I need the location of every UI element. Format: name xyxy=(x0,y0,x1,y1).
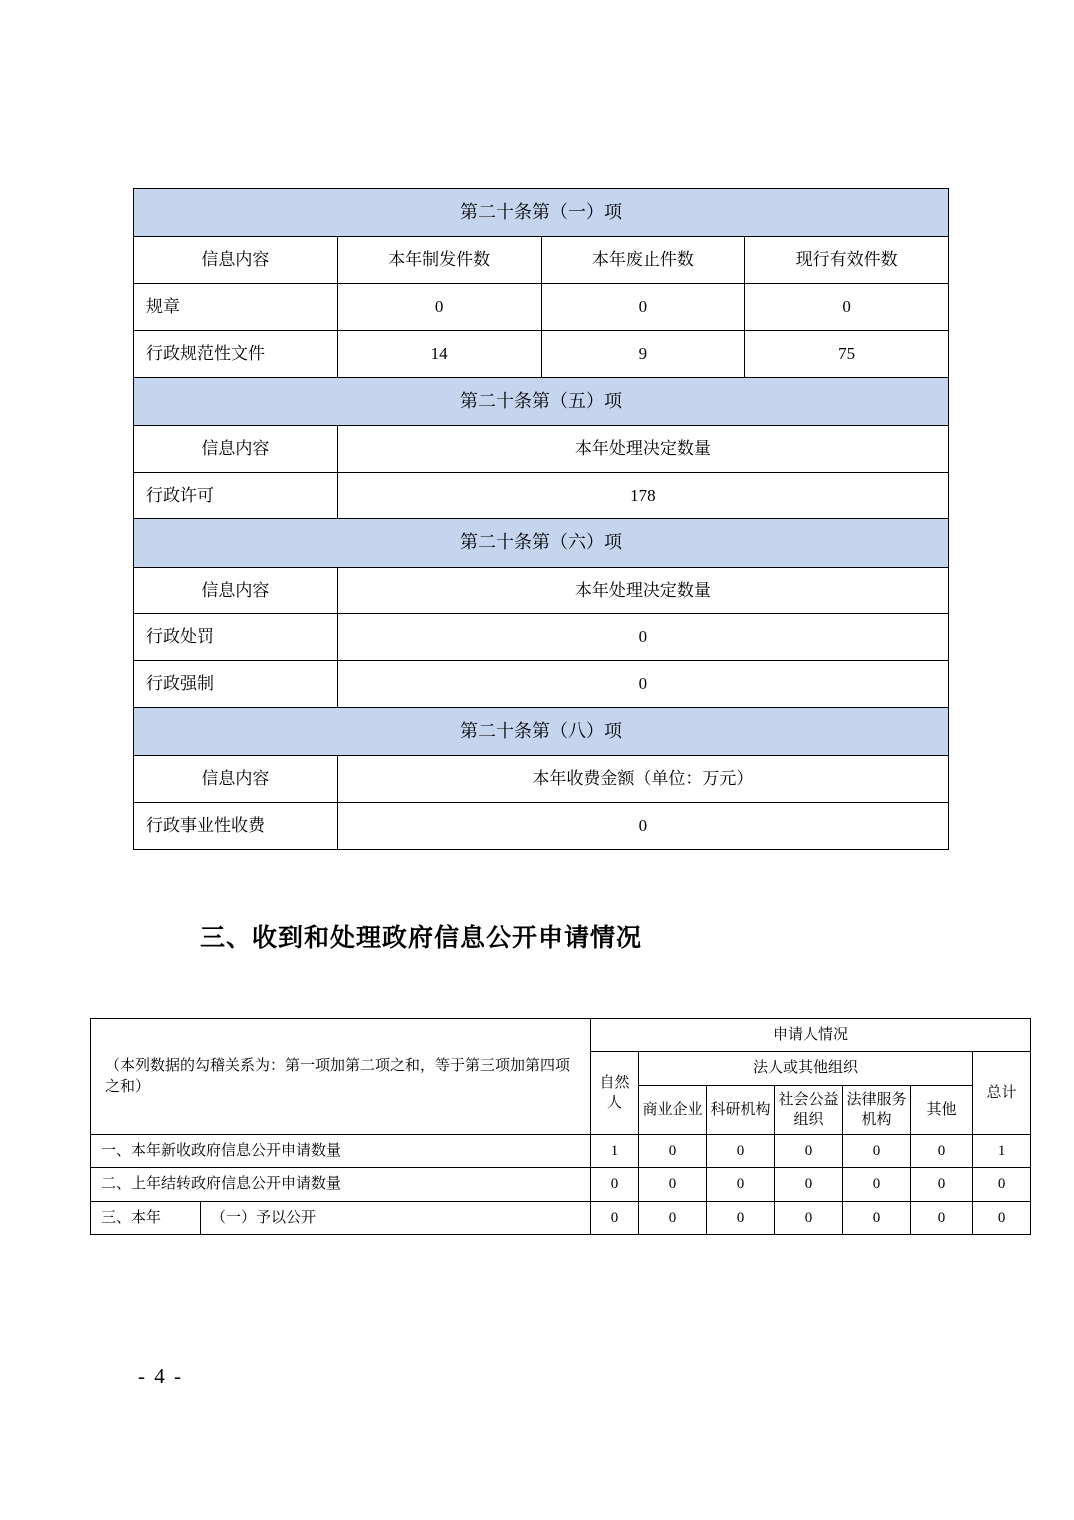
page-title: 三、收到和处理政府信息公开申请情况 xyxy=(200,924,643,952)
table-row xyxy=(134,330,949,377)
column-header-legal-service: 法律服务机构 xyxy=(843,1085,911,1135)
cell-value: 0 xyxy=(911,1201,973,1234)
cell-value: 0 xyxy=(639,1168,707,1201)
column-header-natural-person: 自然人 xyxy=(591,1052,639,1135)
row-label: 一、本年新收政府信息公开申请数量 xyxy=(91,1135,591,1168)
cell-value: 0 xyxy=(775,1168,843,1201)
cell-value: 0 xyxy=(337,283,541,330)
table-row xyxy=(134,283,949,330)
cell-value: 0 xyxy=(639,1135,707,1168)
cell-value: 0 xyxy=(775,1135,843,1168)
cell-value: 1 xyxy=(973,1135,1031,1168)
section-header-1: 第二十条第（一）项 xyxy=(134,189,949,237)
table-row xyxy=(134,237,949,284)
row-label: 行政规范性文件 xyxy=(134,330,338,377)
section-header-2: 第二十条第（五）项 xyxy=(134,377,949,425)
cell-value: 0 xyxy=(337,661,948,708)
cell-value: 0 xyxy=(973,1201,1031,1234)
column-header: 本年收费金额（单位：万元） xyxy=(337,756,948,803)
table-row xyxy=(134,425,949,472)
cell-value: 0 xyxy=(843,1201,911,1234)
column-header: 信息内容 xyxy=(134,237,338,284)
table-row xyxy=(134,567,949,614)
table-row xyxy=(91,1168,1031,1201)
cell-value: 0 xyxy=(541,283,745,330)
cell-value: 14 xyxy=(337,330,541,377)
table-row xyxy=(91,1135,1031,1168)
column-header: 本年处理决定数量 xyxy=(337,567,948,614)
row-label: 行政处罚 xyxy=(134,614,338,661)
row-label: 行政许可 xyxy=(134,472,338,519)
cell-value: 0 xyxy=(775,1201,843,1234)
group-header-organization: 法人或其他组织 xyxy=(639,1052,973,1085)
table-row xyxy=(91,1019,1031,1052)
applications-statistics-table xyxy=(90,1018,1017,1235)
group-header-applicant: 申请人情况 xyxy=(591,1019,1031,1052)
column-header-business: 商业企业 xyxy=(639,1085,707,1135)
row-label: 规章 xyxy=(134,283,338,330)
cell-value: 0 xyxy=(639,1201,707,1234)
column-header: 本年制发件数 xyxy=(337,237,541,284)
column-header-total: 总计 xyxy=(973,1052,1031,1135)
cell-value: 178 xyxy=(337,472,948,519)
column-header-research: 科研机构 xyxy=(707,1085,775,1135)
column-header: 信息内容 xyxy=(134,425,338,472)
column-header: 本年废止件数 xyxy=(541,237,745,284)
table-row xyxy=(134,802,949,849)
cell-value: 0 xyxy=(707,1201,775,1234)
cell-value: 0 xyxy=(843,1135,911,1168)
table-row xyxy=(134,189,949,237)
table-row xyxy=(134,661,949,708)
row-label: 二、上年结转政府信息公开申请数量 xyxy=(91,1168,591,1201)
cell-value: 0 xyxy=(337,614,948,661)
table-row xyxy=(134,377,949,425)
table-row xyxy=(134,707,949,755)
table-row xyxy=(134,756,949,803)
cell-value: 0 xyxy=(745,283,949,330)
top-table xyxy=(133,188,949,850)
table-row xyxy=(134,472,949,519)
cell-value: 0 xyxy=(973,1168,1031,1201)
section-header-4: 第二十条第（八）项 xyxy=(134,707,949,755)
disclosure-statistics-table xyxy=(133,188,949,850)
applications-table xyxy=(90,1018,1031,1235)
column-header: 本年处理决定数量 xyxy=(337,425,948,472)
column-header: 信息内容 xyxy=(134,567,338,614)
cell-value: 0 xyxy=(911,1168,973,1201)
table-row xyxy=(134,519,949,567)
row-label: 行政强制 xyxy=(134,661,338,708)
cell-value: 0 xyxy=(337,802,948,849)
cell-value: 0 xyxy=(591,1201,639,1234)
cell-value: 9 xyxy=(541,330,745,377)
row-label: 行政事业性收费 xyxy=(134,802,338,849)
cell-value: 0 xyxy=(911,1135,973,1168)
cell-value: 1 xyxy=(591,1135,639,1168)
cell-value: 0 xyxy=(707,1135,775,1168)
column-header: 现行有效件数 xyxy=(745,237,949,284)
table-row xyxy=(91,1201,1031,1234)
row-label: （一）予以公开 xyxy=(201,1201,591,1234)
table-row xyxy=(134,614,949,661)
cell-value: 0 xyxy=(591,1168,639,1201)
page-number: - 4 - xyxy=(138,1364,183,1388)
row-label-group: 三、本年 xyxy=(91,1201,201,1234)
column-header-public-welfare: 社会公益组织 xyxy=(775,1085,843,1135)
column-header: 信息内容 xyxy=(134,756,338,803)
table-description: （本列数据的勾稽关系为：第一项加第二项之和，等于第三项加第四项之和） xyxy=(91,1019,591,1135)
section-header-3: 第二十条第（六）项 xyxy=(134,519,949,567)
cell-value: 0 xyxy=(707,1168,775,1201)
column-header-other: 其他 xyxy=(911,1085,973,1135)
cell-value: 0 xyxy=(843,1168,911,1201)
cell-value: 75 xyxy=(745,330,949,377)
